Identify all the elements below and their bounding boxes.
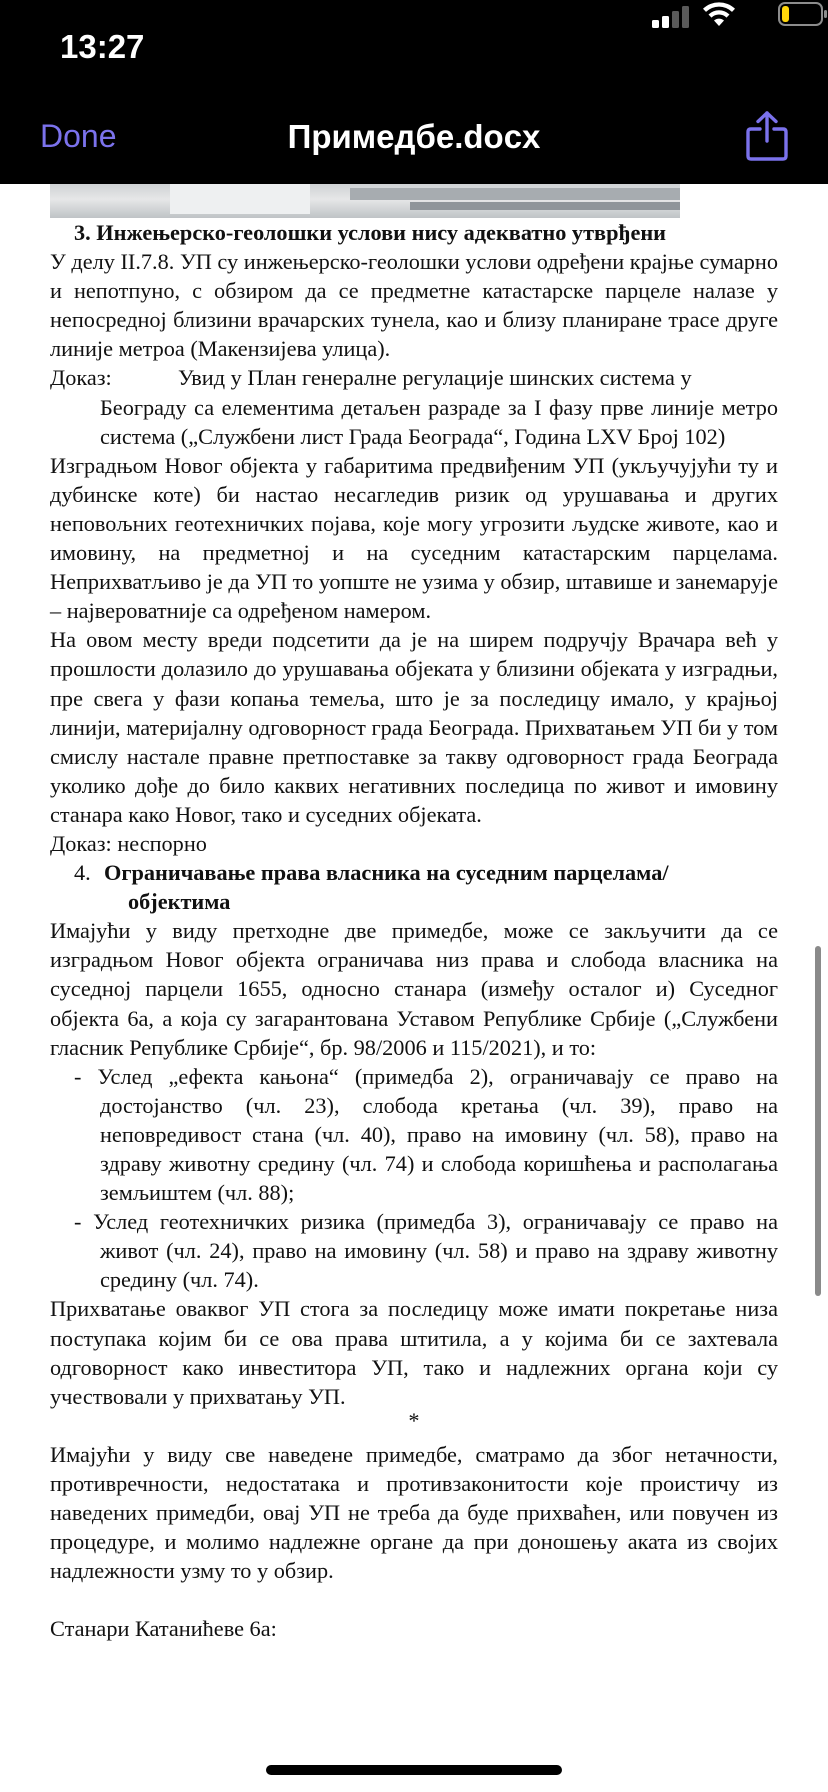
top-bar xyxy=(0,0,828,184)
paragraph: Имајући у виду претходне две примедбе, може се закључити да се изградњом Новог објекта ограничава низ права и слобода власника на суседној парцели 1655, односно станара (између осталог и) Суседног објекта 6а, а која су загарантована Уставом Републике Србије („Службени гласник Републике Србије“, бр. 98/2006 и 115/2021), и то: xyxy=(50,918,778,1060)
section-heading-3: 3. Инжењерско-геолошки услови нису адекватно утврђени xyxy=(74,220,667,245)
proof-line: Доказ: неспорно xyxy=(50,830,207,856)
paragraph: На овом месту вреди подсетити да је на ширем подручју Врачара већ у прошлости долазило до урушавања објеката у близини објеката у изградњи, пре свега у фази копања темеља, што је за последицу имало, у крајњој линији, материјалну одговорност града Београда. Прихватањем УП би у том смислу настале правне претпоставке за такву одговорност града Београда уколико дође до било каквих негативних последица по живот и имовину станара како Новог, тако и суседних објеката. xyxy=(50,627,778,827)
document-body xyxy=(50,218,778,1643)
home-indicator[interactable] xyxy=(266,1765,562,1775)
scrollbar[interactable] xyxy=(815,946,821,1296)
list-item: - Услед „ефекта кањона“ (примедба 2), ограничавају се право на достојанство (чл. 23), слобода кретања (чл. 39), право на неповредивост стана (чл. 40), право на имовину (чл. 58), право на здраву животну средину (чл. 74) и слобода коришћења и располагања земљиштем (чл. 88); xyxy=(74,1063,778,1206)
cellular-signal-icon xyxy=(652,6,692,28)
section-heading-4 xyxy=(50,858,778,916)
list-item: - Услед геотехничких ризика (примедба 3), ограничавају се право на живот (чл. 24), право на имовину (чл. 58) и право на здраву животну средину (чл. 74). xyxy=(74,1209,778,1293)
heading-number: 4. xyxy=(74,860,91,886)
proof-text-first-line: Увид у План генералне регулације шинских система у xyxy=(178,365,692,391)
battery-icon xyxy=(778,2,828,26)
document-title: Примедбе.docx xyxy=(287,118,541,155)
heading-text: Ограничавање права власника на суседним парцелама/ xyxy=(104,860,669,886)
separator-star: * xyxy=(408,1407,420,1433)
done-button[interactable]: Done xyxy=(40,118,117,154)
proof-block xyxy=(50,363,778,392)
embedded-photo-bottom xyxy=(50,184,680,218)
wifi-icon xyxy=(702,0,736,28)
paragraph: Изградњом Новог објекта у габаритима предвиђеним УП (укључујући ту и дубинске коте) би настао несагледив ризик од урушавања и других неповољних геотехничких појава, које могу угрозити људске животе, као и имовину, на предметној и на суседним катастарским парцелама. Неприхватљиво је да УП то уопште не узима у обзир, штавише и занемарује – највероватније са одређеном намером. xyxy=(50,452,779,624)
proof-label: Доказ: xyxy=(50,365,112,391)
paragraph: У делу II.7.8. УП су инжењерско-геолошки услови одређени крајње сумарно и непотпуно, с обзиром да се предметне катастарске парцеле налазе у непосредној близини врачарских тунела, као и близу планиране трасе друге линије метроа (Макензијева улица). xyxy=(50,249,778,362)
proof-text: Београду са елементима детаљен разраде за I фазу прве линије метро система („Службени лист Града Београда“, Година LXV Број 102) xyxy=(100,394,778,449)
paragraph: Имајући у виду све наведене примедбе, сматрамо да због нетачности, противречности, недостатака и противзаконитости које проистичу из наведених примедби, овај УП не треба да буде прихваћен, или повучен из процедуре, и молимо надлежне органе да при доношењу аката из својих надлежности узму то у обзир. xyxy=(50,1441,778,1584)
paragraph: Прихватање оваквог УП стога за последицу може имати покретање низа поступака којим би се ова права штитила, а у којима би се захтевала одговорност како инвеститора УП, тако и надлежних органа који су учествовали у прихватању УП. xyxy=(50,1296,778,1409)
status-time: 13:27 xyxy=(60,28,145,65)
signature-line: Станари Катанићеве 6а: xyxy=(50,1616,277,1642)
heading-text-continued: објектима xyxy=(128,889,231,915)
share-icon[interactable] xyxy=(746,110,788,162)
